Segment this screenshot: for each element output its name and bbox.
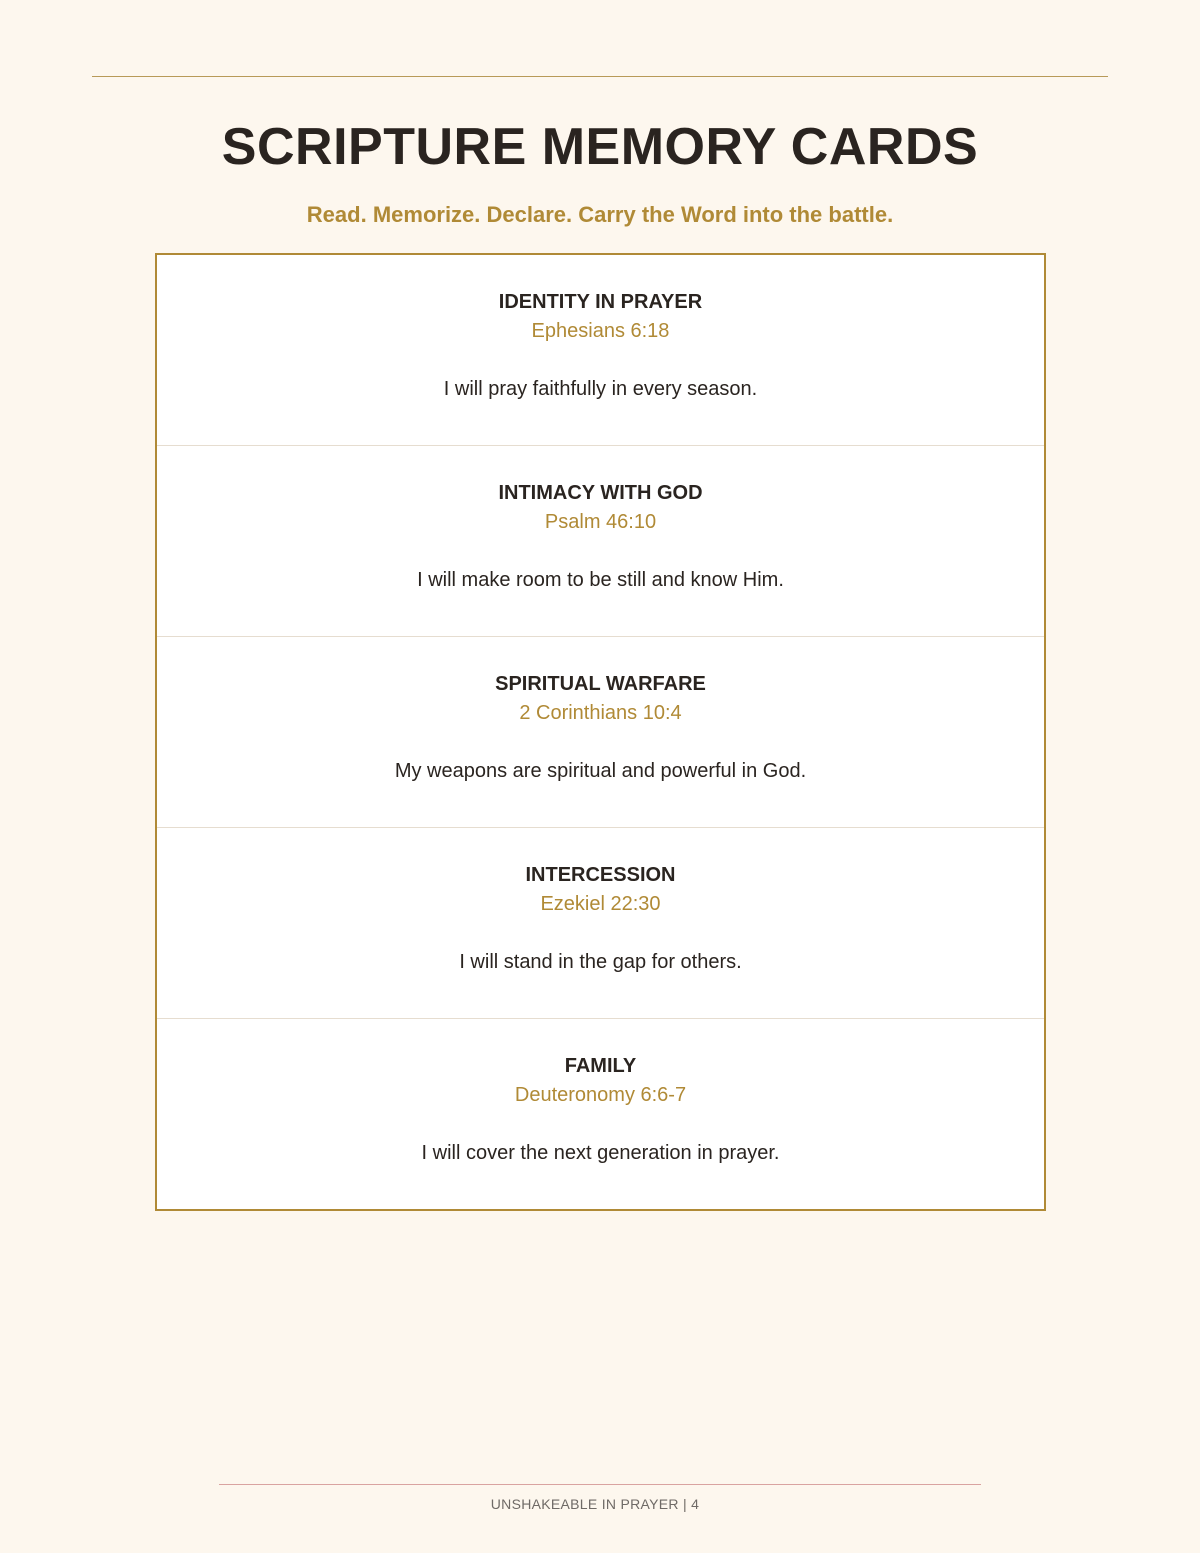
card-scripture-reference: Deuteronomy 6:6-7 <box>514 1084 687 1106</box>
card-declaration: My weapons are spiritual and powerful in God. <box>394 760 807 782</box>
card-scripture-reference: Ezekiel 22:30 <box>540 893 661 915</box>
card-declaration: I will make room to be still and know Him. <box>417 569 784 591</box>
memory-card <box>157 1018 1044 1209</box>
card-theme: IDENTITY IN PRAYER <box>498 291 703 313</box>
card-scripture-reference: Ephesians 6:18 <box>531 320 670 342</box>
memory-card <box>157 636 1044 827</box>
card-declaration: I will pray faithfully in every season. <box>443 378 758 400</box>
card-scripture-reference: Psalm 46:10 <box>544 511 657 533</box>
page-title: SCRIPTURE MEMORY CARDS <box>221 118 979 176</box>
page-footer: UNSHAKEABLE IN PRAYER | 4 <box>490 1496 700 1512</box>
card-theme: INTIMACY WITH GOD <box>498 482 703 504</box>
card-theme: SPIRITUAL WARFARE <box>495 673 706 695</box>
card-declaration: I will stand in the gap for others. <box>459 951 742 973</box>
card-scripture-reference: 2 Corinthians 10:4 <box>519 702 682 724</box>
memory-card <box>157 827 1044 1018</box>
memory-card <box>157 255 1044 445</box>
page-subtitle: Read. Memorize. Declare. Carry the Word into the battle. <box>306 202 894 227</box>
top-divider <box>92 76 1108 77</box>
card-theme: INTERCESSION <box>525 864 676 886</box>
memory-card <box>157 445 1044 636</box>
memory-cards-table <box>155 253 1046 1211</box>
card-declaration: I will cover the next generation in prayer. <box>421 1142 780 1164</box>
footer-divider <box>219 1484 981 1485</box>
card-theme: FAMILY <box>564 1055 637 1077</box>
